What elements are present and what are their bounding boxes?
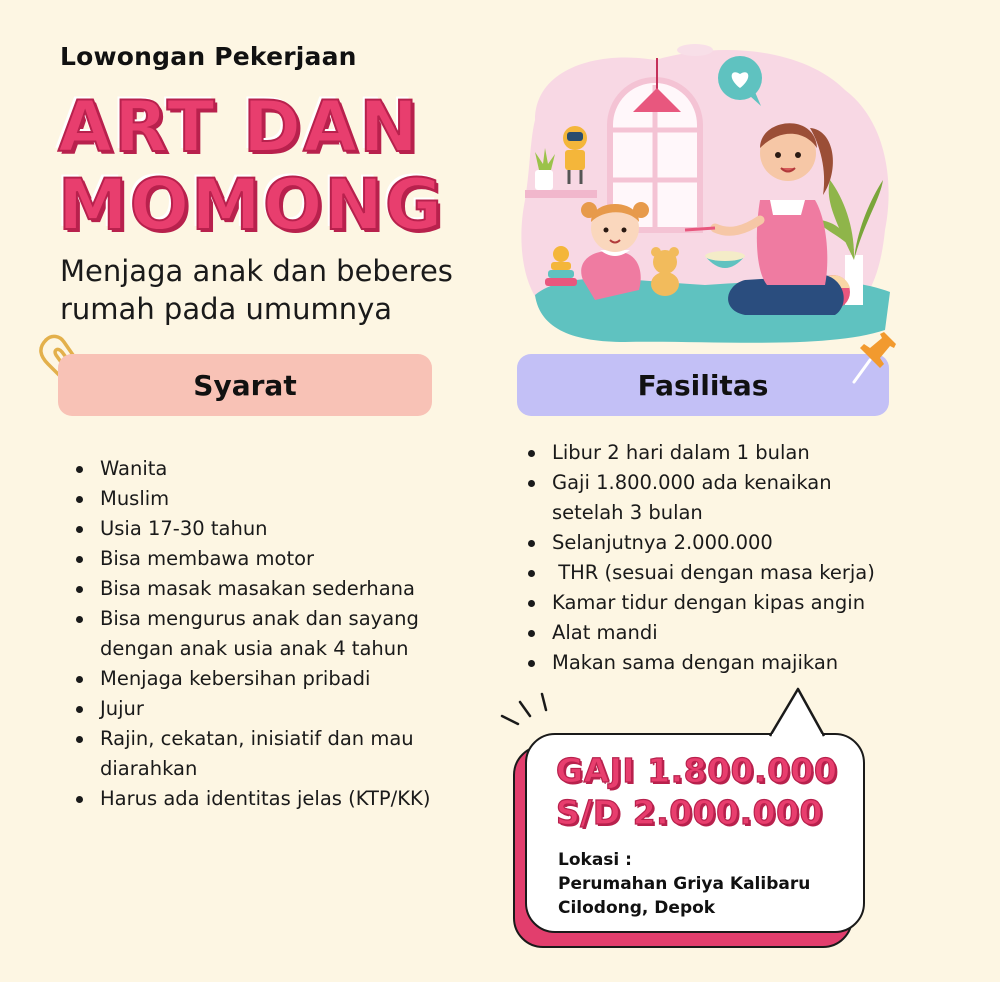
page-title	[58, 88, 444, 244]
syarat-list	[76, 454, 446, 814]
subtitle-line-1: Menjaga anak dan beberes	[60, 254, 453, 288]
speech-bubble-tail	[768, 686, 828, 738]
list-item: Bisa membawa motor	[76, 544, 446, 574]
list-item: Muslim	[76, 484, 446, 514]
location-line-1: Perumahan Griya Kalibaru	[558, 874, 811, 894]
subtitle-line-2: rumah pada umumnya	[60, 292, 393, 326]
location-line-2: Cilodong, Depok	[558, 898, 716, 918]
subtitle	[60, 252, 453, 328]
salary-line-1: GAJI 1.800.000	[556, 751, 838, 790]
list-item: Makan sama dengan majikan	[528, 648, 908, 678]
list-item: Menjaga kebersihan pribadi	[76, 664, 446, 694]
list-item: Gaji 1.800.000 ada kenaikan setelah 3 bulan	[528, 468, 908, 528]
list-item: Kamar tidur dengan kipas angin	[528, 588, 908, 618]
list-item: Bisa mengurus anak dan sayang dengan anak usia anak 4 tahun	[76, 604, 446, 664]
list-item: Jujur	[76, 694, 446, 724]
location-info	[558, 848, 810, 920]
list-item: Alat mandi	[528, 618, 908, 648]
list-item: Usia 17-30 tahun	[76, 514, 446, 544]
fasilitas-list	[528, 438, 908, 678]
list-item: THR (sesuai dengan masa kerja)	[528, 558, 908, 588]
list-item: Harus ada identitas jelas (KTP/KK)	[76, 784, 446, 814]
salary-range	[556, 750, 837, 834]
pushpin-icon	[848, 330, 898, 386]
title-line-1: ART DAN	[58, 86, 420, 168]
salary-line-2: S/D 2.000.000	[556, 793, 824, 832]
list-item: Bisa masak masakan sederhana	[76, 574, 446, 604]
syarat-header: Syarat	[58, 354, 432, 416]
list-item: Selanjutnya 2.000.000	[528, 528, 908, 558]
location-label: Lokasi :	[558, 850, 632, 870]
eyebrow-heading: Lowongan Pekerjaan	[60, 42, 357, 71]
caregiver-feeding-child-illustration	[505, 30, 900, 350]
title-line-2: MOMONG	[58, 164, 445, 246]
list-item: Wanita	[76, 454, 446, 484]
list-item: Rajin, cekatan, inisiatif dan mau diarahkan	[76, 724, 446, 784]
fasilitas-header: Fasilitas	[517, 354, 889, 416]
list-item: Libur 2 hari dalam 1 bulan	[528, 438, 908, 468]
